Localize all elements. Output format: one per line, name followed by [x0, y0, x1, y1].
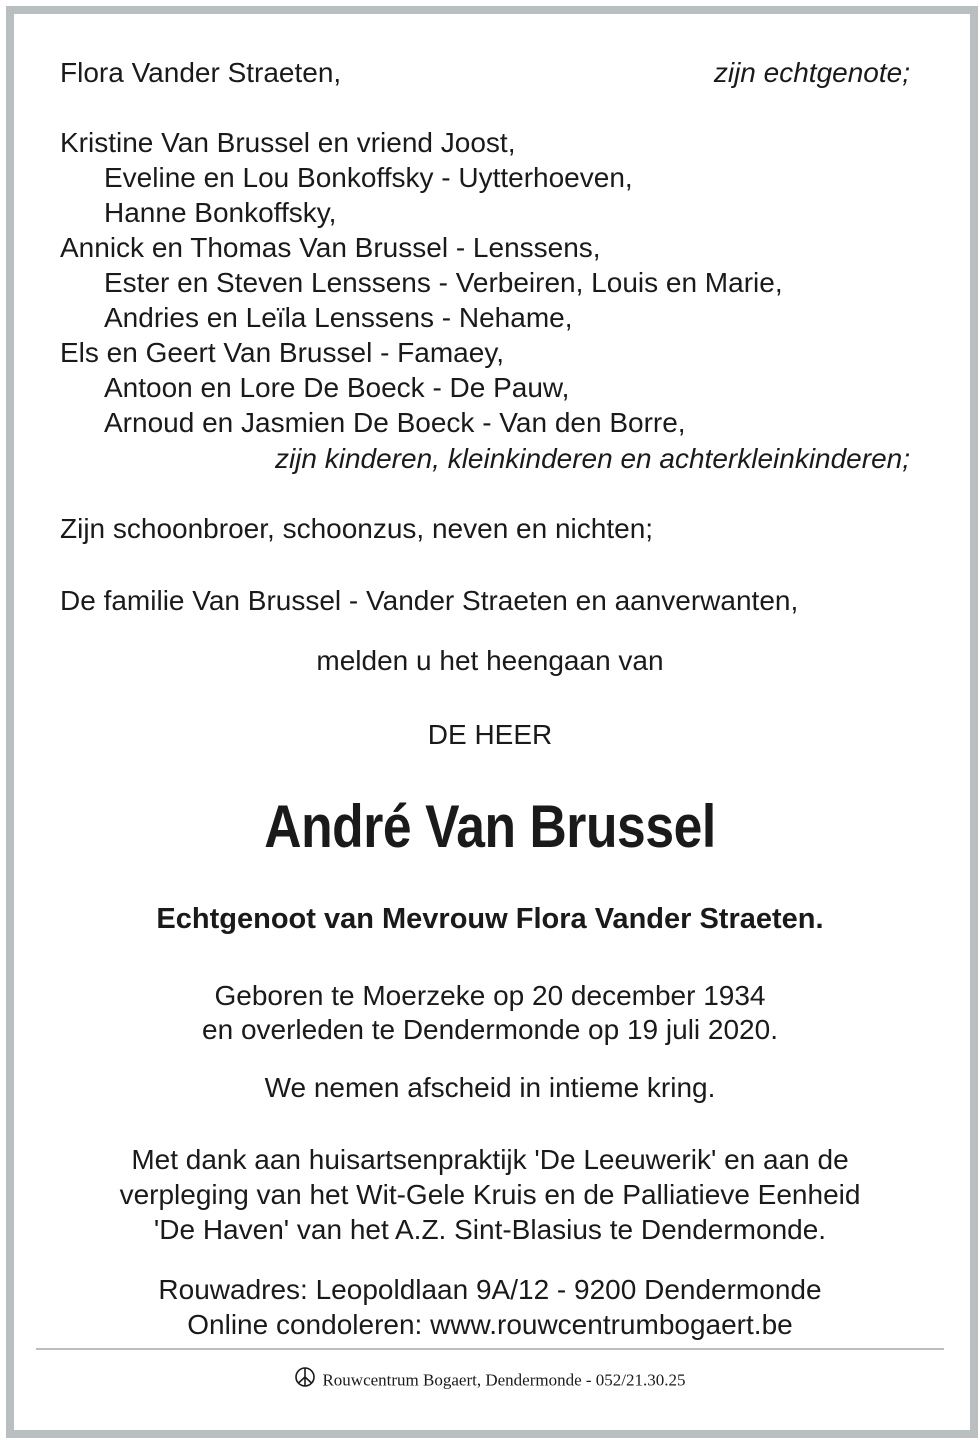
inlaws-line: Zijn schoonbroer, schoonzus, neven en nichten; [60, 513, 654, 544]
honorific-title: DE HEER [427, 719, 553, 750]
spouse-subtitle: Echtgenoot van Mevrouw Flora Vander Straeten. [156, 903, 824, 935]
footer-text: Rouwcentrum Bogaert, Dendermonde - 052/21.30.25 [322, 1370, 686, 1390]
thanks-line: verpleging van het Wit-Gele Kruis en de Palliatieve Eenheid [119, 1179, 861, 1210]
family-role: zijn kinderen, kleinkinderen en achterkleinkinderen; [274, 443, 910, 474]
announcement-intro: melden u het heengaan van [316, 645, 664, 676]
thanks-line: 'De Haven' van het A.Z. Sint-Blasius te Dendermonde. [153, 1214, 827, 1245]
family-line: Antoon en Lore De Boeck - De Pauw, [104, 372, 570, 403]
family-line: Kristine Van Brussel en vriend Joost, [60, 127, 516, 158]
family-line: Ester en Steven Lenssens - Verbeiren, Louis en Marie, [104, 267, 783, 298]
family-line: Andries en Leïla Lenssens - Nehame, [104, 302, 573, 333]
online-condolence-line: Online condoleren: www.rouwcentrumbogaert.be [187, 1309, 793, 1340]
family-line: Eveline en Lou Bonkoffsky - Uytterhoeven, [104, 162, 633, 193]
spouse-name: Flora Vander Straeten, [60, 57, 342, 88]
family-line: Els en Geert Van Brussel - Famaey, [60, 337, 505, 368]
thanks-line: Met dank aan huisartsenpraktijk 'De Leeuwerik' en aan de [131, 1144, 849, 1175]
birth-line: Geboren te Moerzeke op 20 december 1934 [214, 980, 766, 1011]
death-line: en overleden te Dendermonde op 19 juli 2020. [202, 1014, 778, 1045]
family-line: Hanne Bonkoffsky, [104, 197, 337, 228]
farewell-line: We nemen afscheid in intieme kring. [264, 1072, 716, 1103]
footer-divider [36, 1348, 944, 1350]
family-line: Arnoud en Jasmien De Boeck - Van den Borre, [104, 407, 686, 438]
family-name-line: De familie Van Brussel - Vander Straeten en aanverwanten, [60, 585, 799, 616]
peace-dove-icon [294, 1366, 316, 1395]
family-line: Annick en Thomas Van Brussel - Lenssens, [60, 232, 601, 263]
address-line: Rouwadres: Leopoldlaan 9A/12 - 9200 Dendermonde [158, 1274, 822, 1305]
deceased-name: André Van Brussel [264, 793, 716, 860]
spouse-role: zijn echtgenote; [713, 57, 910, 88]
footer [0, 1366, 980, 1395]
